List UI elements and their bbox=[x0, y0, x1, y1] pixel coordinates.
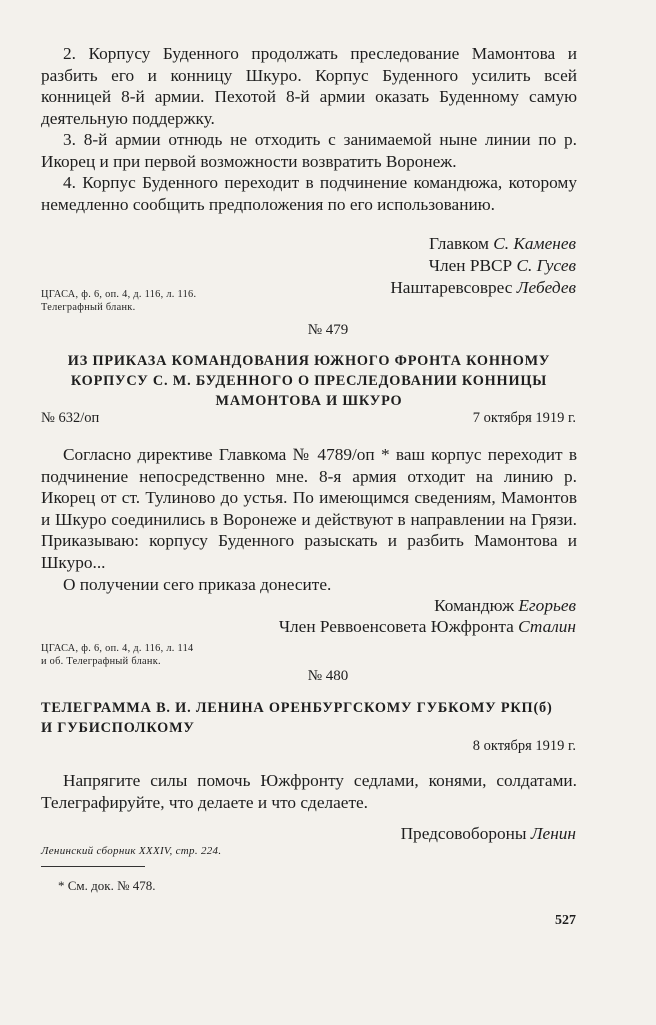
signature-name: Сталин bbox=[518, 617, 576, 636]
source-line: и об. Телеграфный бланк. bbox=[41, 655, 161, 667]
archive-source-478 bbox=[41, 289, 196, 314]
footnote: * См. док. № 478. bbox=[58, 878, 156, 893]
signature-stalin bbox=[279, 616, 576, 638]
source-line: ЦГАСА, ф. 6, оп. 4, д. 116, л. 116. bbox=[41, 289, 197, 300]
source-480: Ленинский сборник XXXIV, стр. 224. bbox=[41, 845, 222, 857]
signature-name: Егорьев bbox=[518, 596, 576, 615]
signature-name: Ленин bbox=[530, 824, 576, 843]
document-body-480: Напрягите силы помочь Южфронту седлами, конями, солдатами. Телеграфируйте, что делаете и что сделаете. bbox=[41, 771, 577, 812]
signature-lebedev bbox=[390, 277, 576, 299]
signature-role: Наштаревсоврес bbox=[390, 278, 513, 297]
source-line: ЦГАСА, ф. 6, оп. 4, д. 116, л. 114 bbox=[41, 643, 194, 654]
paragraph-4: 4. Корпус Буденного переходит в подчинение командюжа, которому немедленно сообщить предположения по его использованию. bbox=[41, 173, 577, 214]
source-line: Телеграфный бланк. bbox=[41, 301, 136, 313]
document-title-480-line1: ТЕЛЕГРАММА В. И. ЛЕНИНА ОРЕНБУРГСКОМУ ГУБКОМУ РКП(б) bbox=[41, 700, 553, 716]
signature-role: Главком bbox=[429, 234, 489, 253]
signature-name: С. Каменев bbox=[493, 234, 576, 253]
signature-role: Член РВСР bbox=[428, 256, 513, 275]
paragraph-3: 3. 8-й армии отнюдь не отходить с занимаемой ныне линии по р. Икорец и при первой возможности возвратить Воронеж. bbox=[41, 130, 577, 171]
document-title-479: ИЗ ПРИКАЗА КОМАНДОВАНИЯ ЮЖНОГО ФРОНТА КОННОМУ КОРПУСУ С. М. БУДЕННОГО О ПРЕСЛЕДОВАНИИ КОННИЦЫ МАМОНТОВА И ШКУРО bbox=[67, 353, 551, 409]
document-title-480-line2: И ГУБИСПОЛКОМУ bbox=[41, 720, 195, 736]
footnote-divider bbox=[41, 866, 145, 867]
signature-name: С. Гусев bbox=[516, 256, 576, 275]
document-date-480: 8 октября 1919 г. bbox=[472, 738, 576, 754]
signature-role: Предсовобороны bbox=[400, 824, 527, 843]
document-body-479: Согласно директиве Главкома № 4789/оп * ваш корпус переходит в подчинение непосредственно мне. 8-я армия отходит на линию р. Икорец от ст. Тулиново до устья. По имеющимся сведениям, Мамонтов и Шкуро соединились в Воронеже и действуют в направлении на Грязи. Приказываю: корпусу Буденного разыскать и разбить Мамонтова и Шкуро... bbox=[41, 445, 577, 572]
paragraph-2: 2. Корпусу Буденного продолжать преследование Мамонтова и разбить его и конницу Шкуро. Корпус Буденного усилить всей конницей 8-й армии. Пехотой 8-й армии оказать Буденному самую деятельную поддержку. bbox=[41, 44, 577, 128]
signature-lenin bbox=[401, 823, 576, 845]
document-date-479: 7 октября 1919 г. bbox=[472, 410, 576, 426]
signature-egoryev bbox=[434, 595, 576, 617]
document-number-479: № 479 bbox=[307, 322, 349, 338]
archive-source-479 bbox=[41, 643, 194, 668]
document-body-479-closing: О получении сего приказа донесите. bbox=[63, 575, 332, 594]
signature-role: Командюж bbox=[434, 596, 515, 615]
signature-kamenev bbox=[429, 233, 576, 255]
signature-role: Член Реввоенсовета Южфронта bbox=[278, 617, 514, 636]
signature-gusev bbox=[429, 255, 576, 277]
page-number: 527 bbox=[555, 913, 576, 928]
order-number: № 632/оп bbox=[41, 410, 100, 426]
document-number-480: № 480 bbox=[307, 668, 349, 684]
signature-name: Лебедев bbox=[516, 278, 576, 297]
